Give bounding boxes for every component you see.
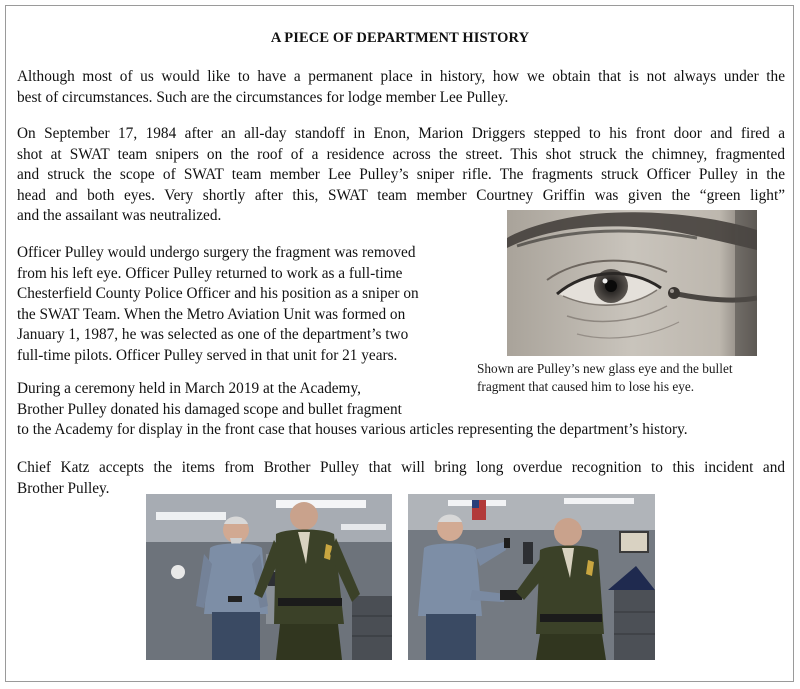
text-line: best of circumstances. Such are the circumstances for lodge member Lee Pulley.	[17, 88, 509, 106]
text-line: Chief Katz accepts the items from Brother Pulley that will bring long overdue recognition to this incident and	[17, 459, 785, 476]
text-line: Brother Pulley donated his damaged scope and bullet fragment	[17, 400, 402, 418]
text-line: and struck the scope of SWAT team member Lee Pulley’s sniper rifle. The fragments struck Officer Pulley in the	[17, 166, 785, 183]
ceremony-photo-right	[408, 494, 655, 660]
caption-line: Shown are Pulley’s new glass eye and the bullet	[477, 361, 733, 376]
text-line: head and both eyes. Very shortly after this, SWAT team member Courtney Griffin was given the “green light”	[17, 186, 785, 204]
paragraph-career	[17, 243, 467, 366]
text-line: Although most of us would like to have a permanent place in history, how we obtain that is not always under the	[17, 68, 785, 85]
text-line: full-time pilots. Officer Pulley served in that unit for 21 years.	[17, 346, 398, 364]
text-line: shot at SWAT team snipers on the roof of a residence across the street. This shot struck the chimney, fragmented	[17, 145, 785, 163]
text-line: On September 17, 1984 after an all-day standoff in Enon, Marion Driggers stepped to his front door and fired a	[17, 125, 785, 142]
text-line: to the Academy for display in the front case that houses various articles representing the department’s history.	[17, 421, 688, 438]
text-line: During a ceremony held in March 2019 at the Academy,	[17, 380, 361, 397]
text-line: Chesterfield County Police Officer and his position as a sniper on	[17, 285, 419, 302]
text-line: Officer Pulley would undergo surgery the fragment was removed	[17, 244, 416, 261]
text-line: the SWAT Team. When the Metro Aviation Unit was formed on	[17, 305, 406, 323]
text-line: January 1, 1987, he was selected as one of the department’s two	[17, 326, 409, 343]
caption-line: fragment that caused him to lose his eye.	[477, 379, 695, 394]
text-line: Brother Pulley.	[17, 479, 110, 497]
paragraph-intro	[17, 67, 785, 108]
text-line: and the assailant was neutralized.	[17, 207, 222, 224]
eye-photo-caption	[477, 360, 787, 396]
ceremony-photo-left	[146, 494, 392, 660]
article-title: A PIECE OF DEPARTMENT HISTORY	[270, 30, 530, 46]
text-line: from his left eye. Officer Pulley returned to work as a full-time	[17, 264, 403, 282]
eye-photo	[507, 210, 757, 356]
paragraph-recognition	[17, 458, 785, 499]
